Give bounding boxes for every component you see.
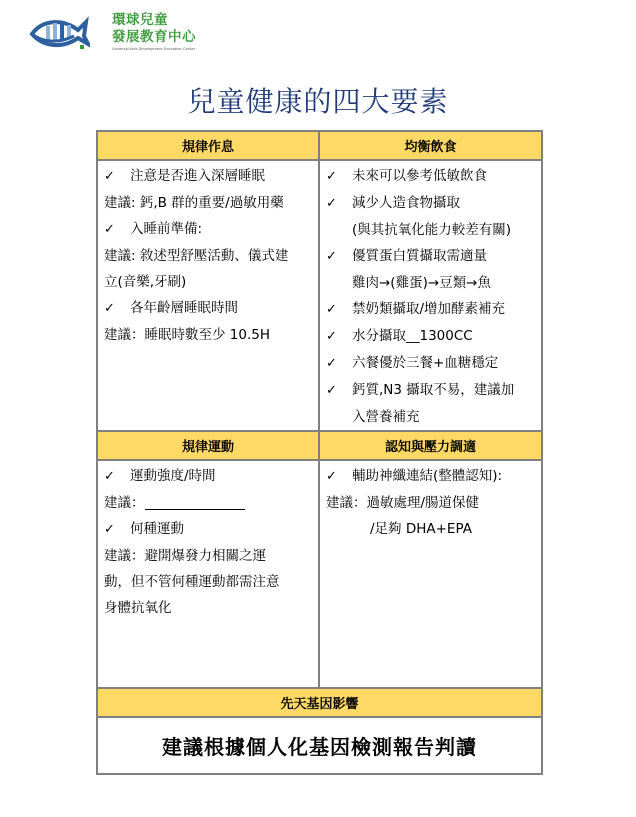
list-item [104,543,312,569]
list-item [326,296,535,323]
list-item [104,463,312,490]
list-item [326,377,535,404]
list-item-text: 入營養補充 [352,409,420,425]
list-item [326,463,535,490]
header-exercise: 規律運動 [97,431,319,460]
list-item-text: 建議: 敘述型舒壓活動、儀式建 [104,248,289,264]
logo-name-line1: 環球兒童 [112,12,168,28]
list-item-text: 動，但不管何種運動都需注意 [104,574,280,590]
logo-subtitle: Universal Kids Development Education Center [112,47,196,51]
header-cognition: 認知與壓力調適 [319,431,542,460]
logo-text [112,12,196,51]
cell-sleep [97,160,319,431]
checkmark-icon: ✓ [104,222,115,237]
list-item-text: 身體抗氧化 [104,600,172,616]
list-item [326,516,535,542]
list-item [326,243,535,270]
list-item-text: 未來可以參考低敏飲食 [352,168,487,184]
list-item [326,350,535,377]
list-item [104,490,312,516]
list-item [326,190,535,217]
checkmark-icon: ✓ [104,169,115,184]
list-item [326,490,535,516]
checkmark-icon: ✓ [326,302,337,317]
header-sleep: 規律作息 [97,131,319,160]
list-item-text: 建議： [104,495,145,511]
list-item-text: (與其抗氧化能力較差有關) [352,222,512,238]
list-item [326,163,535,190]
checkmark-icon: ✓ [326,356,337,371]
list-item [104,516,312,543]
list-item-text: 建議：過敏處理/腸道保健 [326,495,480,511]
checkmark-icon: ✓ [326,196,337,211]
checkmark-icon: ✓ [326,329,337,344]
list-item-text: 立(音樂,牙刷) [104,274,187,290]
list-item [104,243,312,269]
list-item-text: 鈣質,N3 攝取不易，建議加 [352,382,515,398]
page-title: 兒童健康的四大要素 [187,85,449,118]
list-item-text: 減少人造食物攝取 [352,195,460,211]
logo-name-line2: 發展教育中心 [112,29,196,45]
dna-fish-logo-icon [28,12,90,52]
header-genetic: 先天基因影響 [97,688,542,717]
list-item-text: 入睡前準備: [130,221,203,237]
list-item [104,322,312,348]
list-item-text: 建議: 鈣,B 群的重要/過敏用藥 [104,195,284,211]
list-item-text: 六餐優於三餐+血糖穩定 [352,355,499,371]
list-item [326,323,535,350]
genetic-recommendation: 建議根據個人化基因檢測報告判讀 [97,717,542,774]
checkmark-icon: ✓ [104,469,115,484]
list-item-text: 建議：睡眠時數至少 10.5H [104,327,271,343]
checkmark-icon: ✓ [326,249,337,264]
list-item-text: /足夠 DHA+EPA [370,521,472,537]
list-item-text: 何種運動 [130,521,184,537]
list-item [104,569,312,595]
list-item-text: 建議：避開爆發力相關之運 [104,548,266,564]
fill-in-blank-line [145,495,245,510]
list-item [104,163,312,190]
list-item [104,295,312,322]
list-item-text: 注意是否進入深層睡眠 [130,168,265,184]
list-item [326,217,535,243]
list-item-text: 優質蛋白質攝取需適量 [352,248,487,264]
checkmark-icon: ✓ [104,301,115,316]
logo [28,12,218,54]
cell-diet [319,160,542,431]
header-diet: 均衡飲食 [319,131,542,160]
list-item-text: 運動強度/時間 [130,468,216,484]
list-item-text: 禁奶類攝取/增加酵素補充 [352,301,506,317]
list-item [104,216,312,243]
list-item [326,270,535,296]
checkmark-icon: ✓ [326,469,337,484]
checkmark-icon: ✓ [104,522,115,537]
list-item-text: 水分攝取__1300CC [352,328,473,344]
health-elements-table [96,130,543,775]
list-item-text: 輔助神纖連結(整體認知): [352,468,503,484]
list-item-text: 雞肉→(雞蛋)→豆類→魚 [352,275,491,291]
cell-exercise [97,460,319,688]
cell-cognition [319,460,542,688]
list-item [104,269,312,295]
list-item [326,404,535,430]
list-item [104,190,312,216]
list-item-text: 各年齡層睡眠時間 [130,300,238,316]
checkmark-icon: ✓ [326,169,337,184]
list-item [104,595,312,621]
checkmark-icon: ✓ [326,383,337,398]
